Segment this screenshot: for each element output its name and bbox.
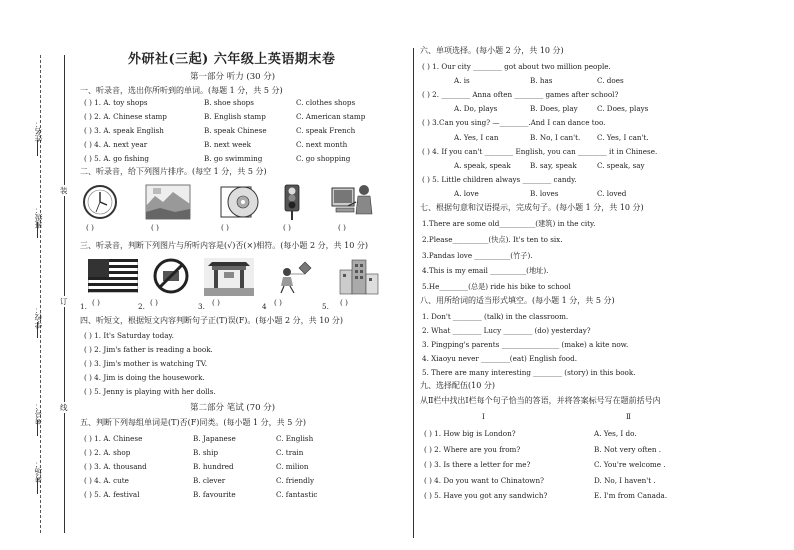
s3-num-3: 3. <box>198 302 205 311</box>
binding-char-2: 订 <box>60 297 68 306</box>
cd-picture <box>219 183 261 221</box>
s5-q2-c: C. train <box>276 448 304 457</box>
s5-q2-b: B. ship <box>193 448 219 457</box>
clock-picture <box>82 183 118 221</box>
s3-paren-2[interactable]: ( ) <box>150 298 158 307</box>
s7-q4: 4.This is my email __________(地址). <box>422 266 549 275</box>
s3-paren-4[interactable]: ( ) <box>274 298 282 307</box>
s4-heading: 四、听短文，根据短文内容判断句子正(T)误(F)。(每小题 2 分，共 10 分) <box>80 316 344 325</box>
chinatown-gate-picture <box>204 258 254 296</box>
s2-paren-3[interactable]: ( ) <box>221 223 229 232</box>
buildings-picture <box>338 258 380 296</box>
school-label: 学校： <box>34 306 43 329</box>
kite-girl-picture <box>275 260 315 294</box>
s9-q1: ( ) 1. How big is London? <box>424 429 516 438</box>
s6-q1-b: B. has <box>530 76 553 85</box>
s7-q2: 2.Please__________(快点). It's ten to six. <box>422 235 563 244</box>
s5-q1-a: ( ) 1. A. Chinese <box>84 434 143 443</box>
s8-q2: 2. What ________ Lucy ________ (do) yesterday? <box>422 326 591 335</box>
room-label: 考场： <box>34 460 43 483</box>
s5-q4-c: C. friendly <box>276 476 315 485</box>
s1-heading: 一、听录音，选出你所听到的单词。(每题 1 分，共 5 分) <box>80 86 283 95</box>
s8-q1: 1. Don't ________ (talk) in the classroom. <box>422 312 569 321</box>
s5-q4-b: B. clever <box>193 476 226 485</box>
binding-char-3: 线 <box>60 403 68 412</box>
s8-q4: 4. Xiaoyu never ________(eat) English food. <box>422 354 578 363</box>
s9-col1-header: Ⅰ <box>482 412 485 421</box>
s5-q2-a: ( ) 2. A. shop <box>84 448 131 457</box>
s5-q4-a: ( ) 4. A. cute <box>84 476 129 485</box>
scenery-picture <box>145 184 191 220</box>
us-flag-picture <box>88 259 138 293</box>
s6-q1-a: A. is <box>454 76 470 85</box>
s6-q5-a: A. love <box>454 189 479 198</box>
s9-col2-header: Ⅱ <box>626 412 631 421</box>
s1-q2-b: B. English stamp <box>204 112 266 121</box>
s1-q3-c: C. speak French <box>296 126 356 135</box>
s3-num-4: 4 <box>262 302 267 311</box>
computer-boy-picture <box>330 182 376 222</box>
s5-q3-b: B. hundred <box>193 462 234 471</box>
s1-q2-c: C. American stamp <box>296 112 366 121</box>
binding-border-line <box>64 55 65 533</box>
s6-q2-b: B. Does, play <box>530 104 578 113</box>
s4-q5: ( ) 5. Jenny is playing with her dolls. <box>84 387 216 396</box>
s9-a1: A. Yes, I do. <box>594 429 637 438</box>
s1-q2-a: ( ) 2. A. Chinese stamp <box>84 112 167 121</box>
no-fishing-sign-picture <box>153 258 189 294</box>
s9-q5: ( ) 5. Have you got any sandwich? <box>424 491 548 500</box>
s8-heading: 八、用所给词的适当形式填空。(每小题 1 分，共 5 分) <box>420 296 615 305</box>
s5-q1-c: C. English <box>276 434 314 443</box>
s9-heading: 九、选择配伍(10 分) <box>420 381 495 390</box>
s6-q1-c: C. does <box>597 76 624 85</box>
s3-num-1: 1. <box>80 302 87 311</box>
s1-q5-a: ( ) 5. A. go fishing <box>84 154 149 163</box>
s1-q3-b: B. speak Chinese <box>204 126 267 135</box>
s8-q5: 5. There are many interesting ________ (story) in this book. <box>422 368 636 377</box>
s3-heading: 三、听录音，判断下列图片与所听内容是(√)否(×)相符。(每小题 2 分，共 10 分) <box>80 241 368 250</box>
s5-q3-c: C. milion <box>276 462 309 471</box>
s1-q5-c: C. go shopping <box>296 154 351 163</box>
s9-a2: B. Not very often . <box>594 445 662 454</box>
part1-title: 第一部分 听力 (30 分) <box>190 72 276 82</box>
s4-q3: ( ) 3. Jim's mother is watching TV. <box>84 359 207 368</box>
class-blank <box>37 222 38 238</box>
s1-q5-b: B. go swimming <box>204 154 263 163</box>
s6-heading: 六、单项选择。(每小题 2 分，共 10 分) <box>420 46 564 55</box>
s6-q4-b: B. say, speak <box>530 161 577 170</box>
s6-q5-c: C. loved <box>597 189 627 198</box>
s9-instructions: 从Ⅱ栏中找出Ⅰ栏每个句子恰当的答语，并将答案标号写在题前括号内 <box>420 396 661 405</box>
s6-q2-a: A. Do, plays <box>454 104 498 113</box>
s6-q1: ( ) 1. Our city ________ got about two million people. <box>422 62 611 71</box>
s3-paren-3[interactable]: ( ) <box>212 298 220 307</box>
s3-paren-5[interactable]: ( ) <box>340 298 348 307</box>
s6-q3-c: C. Yes, I can't. <box>597 133 649 142</box>
s4-q1: ( ) 1. It's Saturday today. <box>84 331 174 340</box>
s7-q1: 1.There are some old__________(建筑) in the city. <box>422 219 596 228</box>
part2-title: 第二部分 笔试 (70 分) <box>190 403 276 413</box>
s6-q3: ( ) 3.Can you sing? —________.And I can dance too. <box>422 118 606 127</box>
s1-q3-a: ( ) 3. A. speak English <box>84 126 164 135</box>
s2-paren-5[interactable]: ( ) <box>338 223 346 232</box>
s3-num-5: 5. <box>322 302 329 311</box>
s4-q4: ( ) 4. Jim is doing the housework. <box>84 373 205 382</box>
s6-q3-b: B. No, I can't. <box>530 133 581 142</box>
s2-paren-4[interactable]: ( ) <box>283 223 291 232</box>
s1-q1-c: C. clothes shops <box>296 98 356 107</box>
s9-a5: E. I'm from Canada. <box>594 491 668 500</box>
s6-q3-a: A. Yes, I can <box>454 133 499 142</box>
s7-q5: 5.He________(总是) ride his bike to school <box>422 282 571 291</box>
number-label: 考号： <box>34 402 43 425</box>
s1-q4-b: B. next week <box>204 140 251 149</box>
name-blank <box>37 140 38 156</box>
school-blank <box>37 322 38 338</box>
s8-q3: 3. Pingping's parents ________________ (make) a kite now. <box>422 340 629 349</box>
s5-q3-a: ( ) 3. A. thousand <box>84 462 147 471</box>
s1-q1-a: ( ) 1. A. toy shops <box>84 98 148 107</box>
s6-q5-b: B. loves <box>530 189 559 198</box>
s1-q1-b: B. shoe shops <box>204 98 254 107</box>
s6-q4-c: C. speak, say <box>597 161 645 170</box>
number-blank <box>37 420 38 436</box>
s9-q3: ( ) 3. Is there a letter for me? <box>424 460 531 469</box>
s5-q1-b: B. Japanese <box>193 434 236 443</box>
s5-heading: 五、判断下列每组单词是(T)否(F)同类。(每小题 1 分，共 5 分) <box>80 418 306 427</box>
traffic-light-picture <box>282 183 302 221</box>
s1-q4-c: C. next month <box>296 140 348 149</box>
s9-a3: C. You're welcome . <box>594 460 666 469</box>
s6-q5: ( ) 5. Little children always ________ candy. <box>422 175 577 184</box>
s2-paren-2[interactable]: ( ) <box>151 223 159 232</box>
s5-q5-b: B. favourite <box>193 490 236 499</box>
column-divider <box>413 48 414 538</box>
s7-heading: 七、根据句意和汉语提示，完成句子。(每小题 1 分，共 10 分) <box>420 203 644 212</box>
s3-num-2: 2. <box>138 302 145 311</box>
s4-q2: ( ) 2. Jim's father is reading a book. <box>84 345 213 354</box>
s7-q3: 3.Pandas love __________(竹子). <box>422 251 533 260</box>
s6-q4-a: A. speak, speak <box>454 161 511 170</box>
class-label: 班级： <box>34 206 43 229</box>
binding-char-1: 装 <box>60 186 68 195</box>
name-label: 姓名： <box>34 120 43 143</box>
s5-q5-a: ( ) 5. A. festival <box>84 490 140 499</box>
room-blank <box>37 478 38 494</box>
s9-q2: ( ) 2. Where are you from? <box>424 445 521 454</box>
s3-paren-1[interactable]: ( ) <box>92 298 100 307</box>
s6-q2: ( ) 2. ________ Anna often ________ games after school? <box>422 90 619 99</box>
s2-heading: 二、听录音，给下列图片排序。(每空 1 分，共 5 分) <box>80 167 267 176</box>
s5-q5-c: C. fantastic <box>276 490 318 499</box>
s6-q2-c: C. Does, plays <box>597 104 649 113</box>
s9-q4: ( ) 4. Do you want to Chinatown? <box>424 476 544 485</box>
s9-a4: D. No, I haven't . <box>594 476 656 485</box>
page-title: 外研社(三起) 六年级上英语期末卷 <box>128 52 336 67</box>
s1-q4-a: ( ) 4. A. next year <box>84 140 148 149</box>
s6-q4: ( ) 4. If you can't ________ English, you can ________ it in Chinese. <box>422 147 658 156</box>
s2-paren-1[interactable]: ( ) <box>86 223 94 232</box>
